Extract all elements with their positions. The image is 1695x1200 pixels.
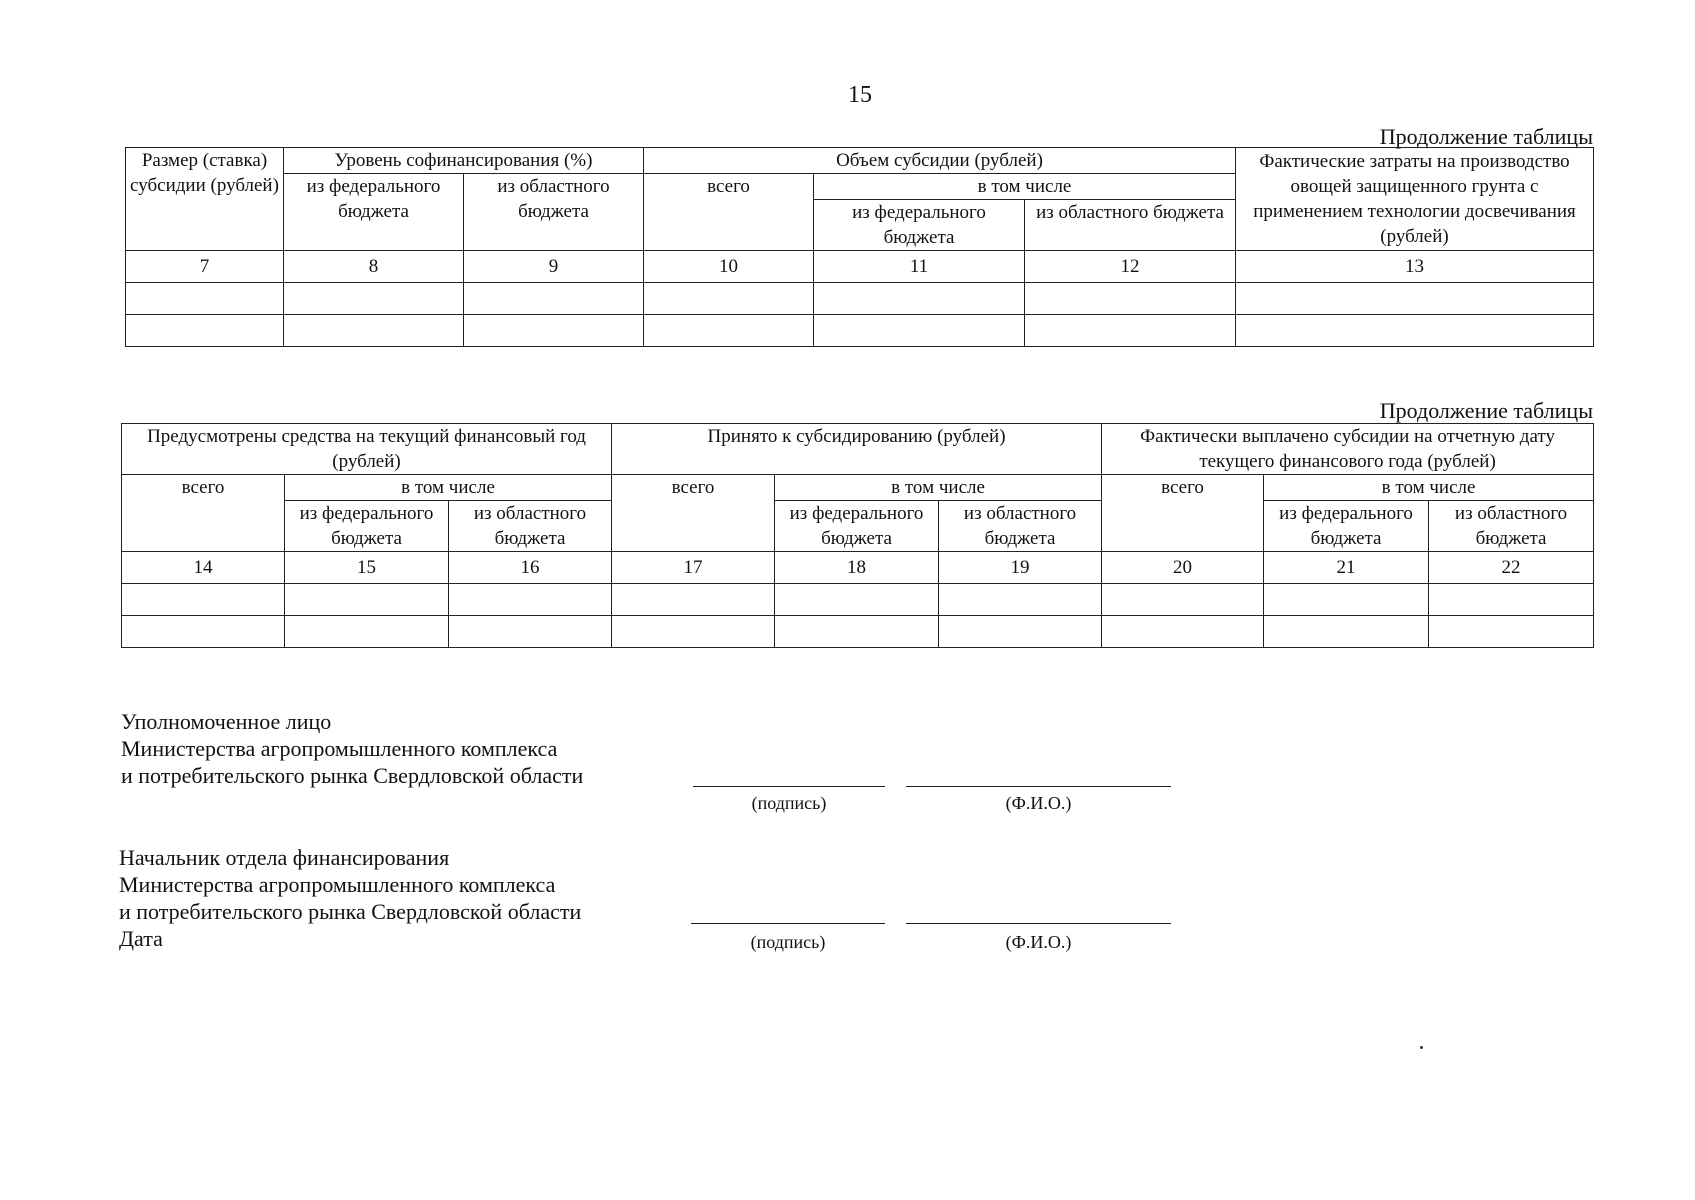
header-accepted-regional: из областного бюджета: [939, 501, 1102, 552]
signatory-ministry-cont: и потребительского рынка Свердловской области: [119, 899, 582, 924]
empty-cell: [122, 584, 285, 616]
empty-cell: [126, 283, 284, 315]
empty-cell: [1264, 616, 1429, 648]
header-subsidy-volume: Объем субсидии (рублей): [644, 148, 1236, 174]
empty-cell: [449, 584, 612, 616]
empty-cell: [449, 616, 612, 648]
column-number: 17: [612, 552, 775, 584]
column-numbers-row: [122, 552, 1594, 584]
column-number: 16: [449, 552, 612, 584]
empty-cell: [126, 315, 284, 347]
table1-continuation-label: Продолжение таблицы: [1379, 124, 1593, 149]
column-number: 14: [122, 552, 285, 584]
scan-speck: [1420, 1046, 1423, 1049]
header-volume-federal: из федерального бюджета: [814, 200, 1025, 251]
header-planned-funds: Предусмотрены средства на текущий финансовый год (рублей): [122, 424, 612, 475]
header-paid-including: в том числе: [1264, 475, 1594, 501]
signature-line: [693, 786, 885, 787]
column-number: 10: [644, 251, 814, 283]
empty-cell: [644, 315, 814, 347]
column-number: 11: [814, 251, 1025, 283]
signature-caption: (подпись): [750, 932, 826, 952]
empty-cell: [1236, 283, 1594, 315]
column-number: 15: [285, 552, 449, 584]
header-actual-costs: Фактические затраты на производство овощей защищенного грунта с применением технологии досвечивания (рублей): [1236, 148, 1594, 251]
header-cofin-regional: из областного бюджета: [464, 174, 644, 251]
empty-cell: [1102, 584, 1264, 616]
name-caption: (Ф.И.О.): [1005, 932, 1072, 952]
date-label: Дата: [119, 926, 163, 951]
empty-cell: [775, 584, 939, 616]
subsidy-table-part2: [121, 423, 1594, 648]
header-planned-federal: из федерального бюджета: [285, 501, 449, 552]
header-cofinancing-level: Уровень софинансирования (%): [284, 148, 644, 174]
empty-cell: [1429, 616, 1594, 648]
empty-cell: [644, 283, 814, 315]
column-number: 22: [1429, 552, 1594, 584]
header-volume-total: всего: [644, 174, 814, 251]
empty-cell: [939, 616, 1102, 648]
header-accepted-including: в том числе: [775, 475, 1102, 501]
empty-cell: [1025, 315, 1236, 347]
empty-cell: [775, 616, 939, 648]
column-number: 21: [1264, 552, 1429, 584]
header-planned-regional: из областного бюджета: [449, 501, 612, 552]
signatory-block-finance-head: [119, 844, 581, 952]
empty-cell: [612, 616, 775, 648]
header-accepted-for-subsidy: Принято к субсидированию (рублей): [612, 424, 1102, 475]
empty-cell: [284, 283, 464, 315]
empty-cell: [285, 616, 449, 648]
header-paid-total: всего: [1102, 475, 1264, 552]
empty-row: [126, 283, 1594, 315]
empty-cell: [814, 283, 1025, 315]
column-number: 18: [775, 552, 939, 584]
header-planned-total: всего: [122, 475, 285, 552]
header-actually-paid: Фактически выплачено субсидии на отчетную дату текущего финансового года (рублей): [1102, 424, 1594, 475]
empty-cell: [1102, 616, 1264, 648]
column-number: 20: [1102, 552, 1264, 584]
column-number: 8: [284, 251, 464, 283]
header-volume-regional: из областного бюджета: [1025, 200, 1236, 251]
column-numbers-row: [126, 251, 1594, 283]
column-number: 12: [1025, 251, 1236, 283]
signatory-ministry: Министерства агропромышленного комплекса: [119, 872, 556, 897]
page-number: 15: [848, 82, 872, 108]
empty-row: [122, 616, 1594, 648]
header-planned-including: в том числе: [285, 475, 612, 501]
header-volume-including: в том числе: [814, 174, 1236, 200]
empty-cell: [1264, 584, 1429, 616]
empty-cell: [285, 584, 449, 616]
header-paid-regional: из областного бюджета: [1429, 501, 1594, 552]
empty-row: [126, 315, 1594, 347]
name-line: [906, 786, 1171, 787]
empty-cell: [284, 315, 464, 347]
empty-cell: [814, 315, 1025, 347]
empty-cell: [1429, 584, 1594, 616]
signatory-title: Начальник отдела финансирования: [119, 845, 450, 870]
empty-cell: [122, 616, 285, 648]
column-number: 13: [1236, 251, 1594, 283]
name-line: [906, 923, 1171, 924]
empty-cell: [612, 584, 775, 616]
signatory-ministry-cont: и потребительского рынка Свердловской области: [121, 763, 584, 788]
subsidy-table-part1: [125, 147, 1594, 347]
header-cofin-federal: из федерального бюджета: [284, 174, 464, 251]
signatory-title: Уполномоченное лицо: [121, 709, 332, 734]
empty-cell: [464, 283, 644, 315]
signature-caption: (подпись): [751, 793, 827, 813]
header-accepted-federal: из федерального бюджета: [775, 501, 939, 552]
header-subsidy-rate: Размер (ставка) субсидии (рублей): [126, 148, 284, 251]
table2-continuation-label: Продолжение таблицы: [1379, 398, 1593, 423]
empty-cell: [1236, 315, 1594, 347]
header-accepted-total: всего: [612, 475, 775, 552]
empty-cell: [1025, 283, 1236, 315]
column-number: 7: [126, 251, 284, 283]
empty-row: [122, 584, 1594, 616]
signatory-block-authorized-person: [121, 708, 583, 789]
signature-line: [691, 923, 885, 924]
empty-cell: [464, 315, 644, 347]
column-number: 9: [464, 251, 644, 283]
name-caption: (Ф.И.О.): [1005, 793, 1072, 813]
column-number: 19: [939, 552, 1102, 584]
empty-cell: [939, 584, 1102, 616]
signatory-ministry: Министерства агропромышленного комплекса: [121, 736, 558, 761]
header-paid-federal: из федерального бюджета: [1264, 501, 1429, 552]
